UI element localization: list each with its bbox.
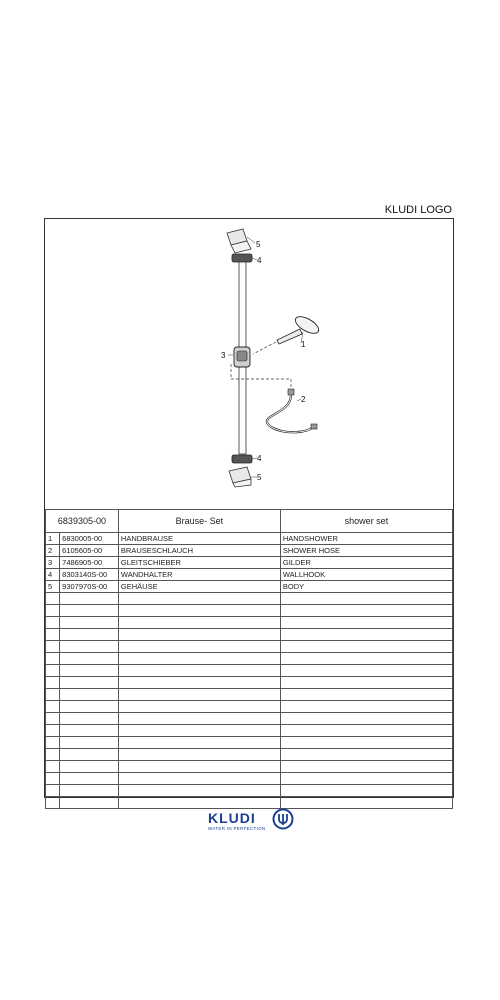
- kludi-emblem-icon: [272, 808, 294, 830]
- table-row-empty: [46, 653, 453, 665]
- table-row: [46, 545, 453, 557]
- table-cell-en: BODY: [280, 581, 452, 593]
- table-cell-empty: [60, 713, 119, 725]
- table-cell-empty: [118, 749, 280, 761]
- table-cell-empty: [46, 797, 60, 809]
- table-cell-num: 6105605-00: [60, 545, 119, 557]
- table-cell-empty: [280, 701, 452, 713]
- document-title: KLUDI LOGO: [384, 204, 452, 216]
- table-cell-empty: [280, 653, 452, 665]
- table-row: [46, 581, 453, 593]
- callout-2: 2: [301, 395, 306, 404]
- table-cell-idx: 2: [46, 545, 60, 557]
- callout-3: 3: [221, 351, 226, 360]
- table-cell-empty: [46, 605, 60, 617]
- table-row-empty: [46, 677, 453, 689]
- table-cell-empty: [46, 653, 60, 665]
- table-cell-empty: [280, 605, 452, 617]
- table-row: [46, 569, 453, 581]
- table-cell-empty: [60, 749, 119, 761]
- handshower-part: [277, 313, 321, 344]
- table-cell-empty: [60, 737, 119, 749]
- shower-hose-part: [267, 389, 317, 432]
- table-cell-empty: [280, 713, 452, 725]
- table-cell-empty: [46, 749, 60, 761]
- table-row-empty: [46, 761, 453, 773]
- table-cell-empty: [280, 725, 452, 737]
- table-cell-empty: [46, 761, 60, 773]
- table-row-empty: [46, 689, 453, 701]
- callout-5-bottom: 5: [257, 473, 262, 482]
- table-row-empty: [46, 641, 453, 653]
- glider-part: [234, 347, 250, 367]
- table-cell-idx: 4: [46, 569, 60, 581]
- table-row-empty: [46, 713, 453, 725]
- table-row-empty: [46, 605, 453, 617]
- table-cell-empty: [118, 701, 280, 713]
- table-cell-idx: 1: [46, 533, 60, 545]
- table-cell-empty: [118, 593, 280, 605]
- table-cell-empty: [118, 725, 280, 737]
- table-row-empty: [46, 665, 453, 677]
- table-cell-empty: [46, 725, 60, 737]
- table-row-empty: [46, 617, 453, 629]
- table-cell-empty: [60, 653, 119, 665]
- table-cell-empty: [60, 629, 119, 641]
- table-cell-empty: [280, 689, 452, 701]
- callout-1: 1: [301, 340, 306, 349]
- table-cell-empty: [46, 593, 60, 605]
- table-cell-de: WANDHALTER: [118, 569, 280, 581]
- table-cell-num: 8303140S-00: [60, 569, 119, 581]
- table-row-empty: [46, 773, 453, 785]
- table-cell-empty: [118, 785, 280, 797]
- table-cell-empty: [60, 785, 119, 797]
- set-article-number: 6839305-00: [46, 510, 119, 533]
- drawing-sheet: [44, 218, 454, 798]
- table-cell-empty: [118, 605, 280, 617]
- exploded-view-drawing: [45, 219, 453, 509]
- body-part-bottom: [229, 467, 251, 487]
- table-cell-empty: [46, 665, 60, 677]
- table-cell-de: GLEITSCHIEBER: [118, 557, 280, 569]
- table-cell-empty: [118, 677, 280, 689]
- set-name-english: shower set: [280, 510, 452, 533]
- table-cell-empty: [60, 593, 119, 605]
- table-cell-empty: [46, 785, 60, 797]
- table-cell-empty: [118, 689, 280, 701]
- table-cell-empty: [60, 797, 119, 809]
- table-cell-empty: [280, 797, 452, 809]
- table-cell-empty: [46, 617, 60, 629]
- table-cell-empty: [60, 641, 119, 653]
- set-name-german: Brause- Set: [118, 510, 280, 533]
- logo-wordmark: KLUDI: [208, 810, 256, 826]
- table-row-empty: [46, 797, 453, 809]
- table-cell-empty: [60, 761, 119, 773]
- parts-table-header: [46, 510, 453, 533]
- table-row-empty: [46, 629, 453, 641]
- table-cell-empty: [60, 665, 119, 677]
- table-cell-empty: [46, 677, 60, 689]
- table-cell-empty: [280, 773, 452, 785]
- table-cell-empty: [60, 725, 119, 737]
- table-cell-en: SHOWER HOSE: [280, 545, 452, 557]
- table-cell-empty: [280, 665, 452, 677]
- table-cell-empty: [46, 713, 60, 725]
- table-cell-empty: [280, 761, 452, 773]
- table-row-empty: [46, 593, 453, 605]
- table-cell-en: HANDSHOWER: [280, 533, 452, 545]
- table-cell-empty: [60, 677, 119, 689]
- table-cell-empty: [118, 617, 280, 629]
- table-cell-empty: [46, 689, 60, 701]
- table-cell-idx: 5: [46, 581, 60, 593]
- table-cell-num: 6830005-00: [60, 533, 119, 545]
- table-cell-empty: [60, 773, 119, 785]
- wallhook-part-top: [232, 254, 252, 262]
- table-cell-de: GEHÄUSE: [118, 581, 280, 593]
- callout-5-top: 5: [256, 240, 261, 249]
- parts-list-table: [45, 509, 453, 809]
- body-part-top: [227, 229, 251, 253]
- table-cell-idx: 3: [46, 557, 60, 569]
- table-cell-de: HANDBRAUSE: [118, 533, 280, 545]
- table-cell-empty: [280, 617, 452, 629]
- callout-4-bottom: 4: [257, 454, 262, 463]
- table-cell-empty: [280, 629, 452, 641]
- table-cell-en: GILDER: [280, 557, 452, 569]
- table-cell-empty: [280, 593, 452, 605]
- table-cell-empty: [118, 653, 280, 665]
- logo-tagline: WATER IN PERFECTION: [208, 826, 266, 831]
- table-cell-empty: [118, 629, 280, 641]
- table-cell-empty: [118, 641, 280, 653]
- table-row-empty: [46, 737, 453, 749]
- table-row-empty: [46, 725, 453, 737]
- table-cell-empty: [118, 761, 280, 773]
- table-cell-empty: [118, 713, 280, 725]
- table-row-empty: [46, 701, 453, 713]
- table-cell-empty: [60, 605, 119, 617]
- table-cell-empty: [118, 665, 280, 677]
- table-row: [46, 533, 453, 545]
- table-cell-empty: [46, 773, 60, 785]
- table-cell-en: WALLHOOK: [280, 569, 452, 581]
- table-row-empty: [46, 785, 453, 797]
- table-cell-empty: [118, 737, 280, 749]
- table-cell-empty: [118, 797, 280, 809]
- table-cell-empty: [46, 737, 60, 749]
- table-cell-empty: [60, 689, 119, 701]
- callout-4-top: 4: [257, 256, 262, 265]
- table-cell-empty: [46, 641, 60, 653]
- table-cell-empty: [280, 641, 452, 653]
- table-cell-empty: [280, 785, 452, 797]
- shower-set-illustration: [45, 219, 453, 509]
- table-cell-num: 9307970S-00: [60, 581, 119, 593]
- table-cell-empty: [46, 629, 60, 641]
- table-cell-empty: [280, 677, 452, 689]
- table-cell-empty: [118, 773, 280, 785]
- table-cell-de: BRAUSESCHLAUCH: [118, 545, 280, 557]
- table-cell-empty: [280, 737, 452, 749]
- table-cell-num: 7486905-00: [60, 557, 119, 569]
- table-cell-empty: [46, 701, 60, 713]
- wallhook-part-bottom: [232, 455, 252, 463]
- table-cell-empty: [60, 701, 119, 713]
- table-cell-empty: [60, 617, 119, 629]
- kludi-logo: [206, 808, 296, 834]
- table-cell-empty: [280, 749, 452, 761]
- table-row: [46, 557, 453, 569]
- table-row-empty: [46, 749, 453, 761]
